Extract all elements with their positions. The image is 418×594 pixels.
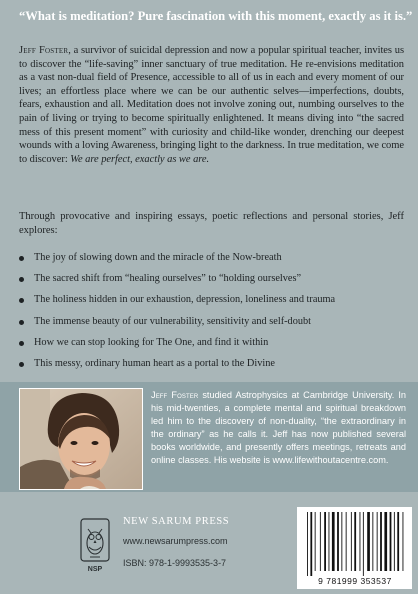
list-item [19, 336, 409, 357]
barcode-bar [346, 512, 347, 571]
bullet-icon [19, 256, 24, 261]
list-item-text: This messy, ordinary human heart as a portal to the Divine [34, 357, 275, 369]
barcode-bar [384, 512, 387, 571]
logo-letters: NSP [87, 566, 103, 573]
bullet-icon [19, 341, 24, 346]
barcode-digits: 9 781999 353537 [318, 576, 392, 586]
author-bio [151, 389, 406, 468]
publisher-name: NEW SARUM PRESS [123, 516, 230, 527]
author-portrait-image [20, 389, 142, 489]
barcode-bar [315, 512, 316, 571]
barcode-bar [380, 512, 382, 571]
topics-list [19, 251, 409, 378]
barcode-bar [324, 512, 326, 571]
bullet-icon [19, 298, 24, 303]
list-item-text: How we can stop looking for The One, and find it within [34, 336, 269, 348]
intro-text: , a survivor of suicidal depression and now a popular spiritual teacher, invites us to discover the “life-saving” inner sanctuary of true meditation. He re-envisions meditation as a vast non-dual field of Presence, accessible to all of us in each and every moment of our lives; an effortless place where we can be our authentic selves—imperfections, doubts, fears, exhaustion and all. Meditation does not involve zoning out, numbing ourselves to the pain of living or trying to become spiritually enlightened. It means diving into “the sacred mess of this present moment” with curiosity and child-like wonder, drenching our deepest wounds with a loving Awareness, bringing light to the darkness. In true meditation, we come to discover: [19, 45, 404, 165]
barcode-bar [372, 512, 373, 571]
author-photo [19, 388, 143, 490]
list-item [19, 357, 409, 378]
owl-logo-icon [78, 517, 112, 573]
barcode-bar [354, 512, 356, 571]
barcode-bar [377, 512, 378, 571]
barcode-bar [329, 512, 330, 571]
intro-paragraph [19, 44, 404, 166]
barcode-bar [367, 512, 370, 571]
intro-emphasis: We are perfect, exactly as we are. [70, 153, 210, 165]
publisher-website: www.newsarumpress.com [123, 536, 228, 546]
publisher-logo [78, 517, 112, 573]
list-item [19, 315, 409, 336]
isbn-number: ISBN: 978-1-9993535-3-7 [123, 558, 227, 568]
barcode-bar [360, 512, 361, 571]
barcode-bar [332, 512, 335, 571]
barcode-bar [320, 512, 321, 571]
list-item [19, 293, 409, 314]
cover-quote: “What is meditation? Pure fascination with this moment, exactly as it is.” [19, 9, 413, 23]
explores-paragraph: Through provocative and inspiring essays, poetic reflections and personal stories, Jeff explores: [19, 211, 404, 236]
list-item [19, 251, 409, 272]
intro-author-name: Jeff Foster [19, 45, 69, 56]
barcode-bar [363, 512, 364, 576]
bullet-icon [19, 362, 24, 367]
list-item-text: The immense beauty of our vulnerability, sensitivity and self-doubt [34, 315, 312, 327]
list-item-text: The holiness hidden in our exhaustion, depression, loneliness and trauma [34, 294, 336, 306]
barcode-bar [351, 512, 352, 571]
barcode-bar [397, 512, 399, 571]
list-item [19, 272, 409, 293]
barcode-bar [337, 512, 339, 571]
barcode-bar [394, 512, 395, 571]
bio-author-name: Jeff Foster [151, 390, 199, 400]
barcode-bar [341, 512, 342, 571]
barcode-bar [403, 512, 404, 571]
list-item-text: The joy of slowing down and the miracle of the Now-breath [34, 252, 282, 263]
bullet-icon [19, 320, 24, 325]
barcode-bar [307, 512, 308, 576]
bio-text: studied Astrophysics at Cambridge University. In his mid-twenties, a complete mental and spiritual breakdown led him to the discovery of non-duality, “the extraordinary in the ordinary” as he calls it. Jeff has now published several books worldwide, and presently offers meetings, retreats and online classes. His website is www.lifewithoutacentre.com. [151, 390, 406, 466]
bullet-icon [19, 277, 24, 282]
barcode-bar [310, 512, 312, 576]
barcode-bar [390, 512, 392, 571]
list-item-text: The sacred shift from “healing ourselves” to “holding ourselves” [34, 273, 302, 285]
